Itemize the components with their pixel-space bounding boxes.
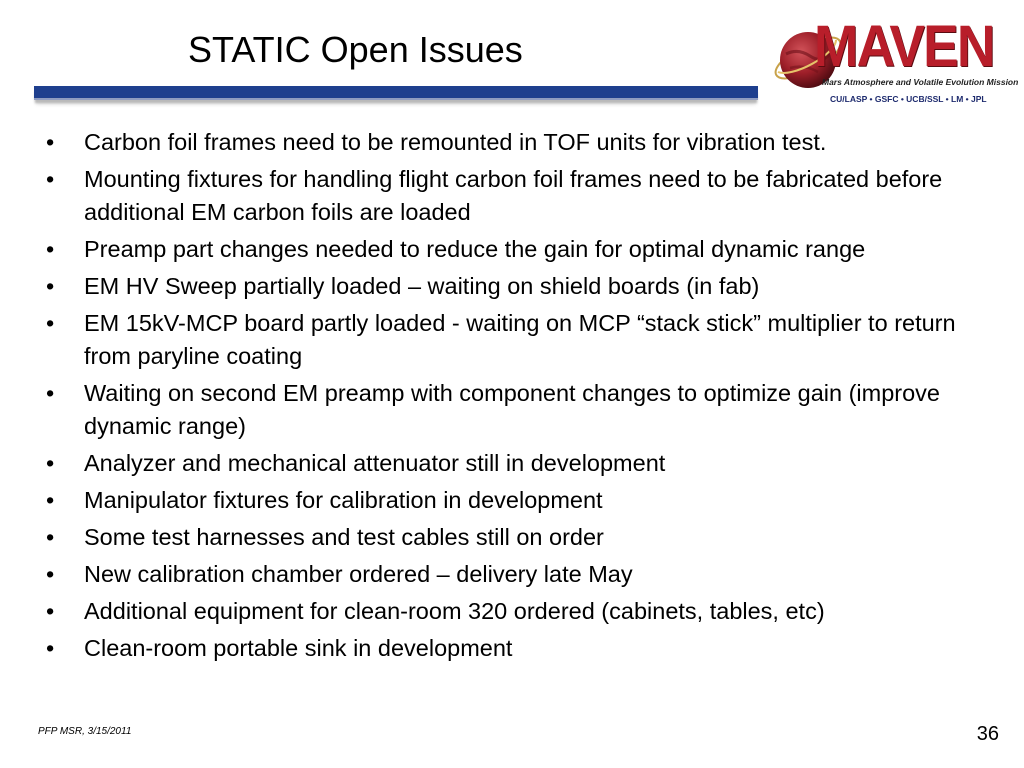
bullet-item bbox=[40, 233, 1000, 266]
bullet-item bbox=[40, 163, 1000, 229]
bullet-text: Additional equipment for clean-room 320 ordered (cabinets, tables, etc) bbox=[84, 598, 825, 624]
bullet-dot: • bbox=[46, 273, 55, 299]
bullet-text: New calibration chamber ordered – delivery late May bbox=[84, 561, 633, 587]
title-underline-bar bbox=[34, 86, 758, 100]
bullet-item bbox=[40, 447, 1000, 480]
bullet-item bbox=[40, 270, 1000, 303]
bullet-list bbox=[40, 126, 1000, 669]
bullet-text: EM HV Sweep partially loaded – waiting on shield boards (in fab) bbox=[84, 273, 760, 299]
bullet-dot: • bbox=[46, 635, 55, 661]
bullet-dot: • bbox=[46, 524, 55, 550]
bullet-text: Preamp part changes needed to reduce the gain for optimal dynamic range bbox=[84, 236, 866, 262]
page-number: 36 bbox=[976, 723, 999, 745]
bullet-text: Some test harnesses and test cables still on order bbox=[84, 524, 604, 550]
bullet-item bbox=[40, 595, 1000, 628]
bullet-item bbox=[40, 377, 1000, 443]
bullet-item bbox=[40, 558, 1000, 591]
bullet-dot: • bbox=[46, 598, 55, 624]
bullet-text: EM 15kV-MCP board partly loaded - waiting on MCP “stack stick” multiplier to return from paryline coating bbox=[84, 310, 956, 369]
bullet-dot: • bbox=[46, 561, 55, 587]
bullet-dot: • bbox=[46, 487, 55, 513]
logo-wordmark: MAVEN bbox=[814, 14, 994, 79]
bullet-text: Waiting on second EM preamp with component changes to optimize gain (improve dynamic range) bbox=[84, 380, 941, 439]
bullet-item bbox=[40, 307, 1000, 373]
bullet-dot: • bbox=[46, 310, 55, 336]
bullet-dot: • bbox=[46, 129, 55, 155]
bullet-item bbox=[40, 484, 1000, 517]
bullet-item bbox=[40, 632, 1000, 665]
bullet-dot: • bbox=[46, 166, 55, 192]
maven-logo bbox=[770, 10, 1019, 110]
slide-title: STATIC Open Issues bbox=[188, 29, 523, 70]
bullet-dot: • bbox=[46, 380, 55, 406]
bullet-text: Clean-room portable sink in development bbox=[84, 635, 513, 661]
logo-partners: CU/LASP • GSFC • UCB/SSL • LM • JPL bbox=[830, 94, 987, 104]
bullet-item bbox=[40, 126, 1000, 159]
bullet-dot: • bbox=[46, 236, 55, 262]
bullet-text: Manipulator fixtures for calibration in development bbox=[84, 487, 603, 513]
bullet-text: Mounting fixtures for handling flight carbon foil frames need to be fabricated before additional EM carbon foils are loaded bbox=[84, 166, 943, 225]
bullet-text: Analyzer and mechanical attenuator still in development bbox=[84, 450, 666, 476]
logo-subtitle: Mars Atmosphere and Volatile Evolution Mission bbox=[822, 77, 1019, 87]
footer-text: PFP MSR, 3/15/2011 bbox=[38, 726, 132, 737]
bullet-text: Carbon foil frames need to be remounted in TOF units for vibration test. bbox=[84, 129, 827, 155]
bullet-item bbox=[40, 521, 1000, 554]
bullet-dot: • bbox=[46, 450, 55, 476]
